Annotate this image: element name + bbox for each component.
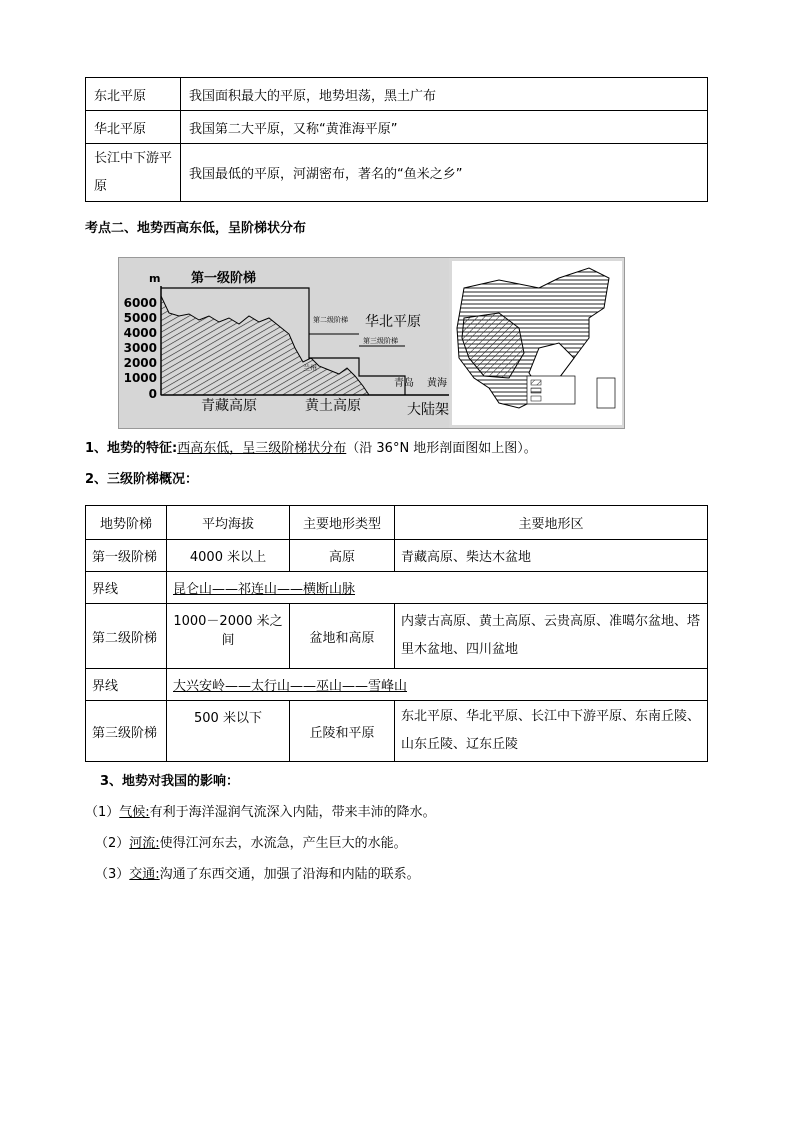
border-value — [167, 669, 708, 701]
col-header: 地势阶梯 — [86, 506, 167, 540]
terrain-profile-svg — [119, 258, 624, 428]
point1-note: （沿 36°N 地形剖面图如上图）。 — [346, 441, 537, 456]
impact-key: 河流: — [129, 836, 160, 851]
plain-desc: 我国最低的平原，河湖密布，著名的“鱼米之乡” — [181, 144, 708, 202]
impact-item — [95, 832, 407, 851]
terrain-profile-figure — [118, 257, 625, 429]
table-row — [86, 701, 708, 762]
landform-areas: 青藏高原、柴达木盆地 — [395, 540, 708, 572]
y-tick: 1000 — [123, 371, 157, 385]
impact-item — [85, 801, 436, 820]
step-name: 第一级阶梯 — [86, 540, 167, 572]
table-row — [86, 78, 708, 111]
border-label: 界线 — [86, 669, 167, 701]
landform-areas: 东北平原、华北平原、长江中下游平原、东南丘陵、山东丘陵、辽东丘陵 — [395, 701, 708, 762]
impact-text: 使得江河东去，水流急，产生巨大的水能。 — [159, 836, 407, 851]
table-header-row — [86, 506, 708, 540]
border-value-text: 昆仑山——祁连山——横断山脉 — [173, 582, 356, 597]
landform-areas: 内蒙古高原、黄土高原、云贵高原、准噶尔盆地、塔里木盆地、四川盆地 — [395, 604, 708, 669]
plain-desc: 我国面积最大的平原，地势坦荡，黑土广布 — [181, 78, 708, 111]
step-name: 第二级阶梯 — [86, 604, 167, 669]
table-row — [86, 144, 708, 202]
point1-label: 1、地势的特征: — [85, 441, 178, 456]
landform-type: 高原 — [290, 540, 395, 572]
border-value-text: 大兴安岭——太行山——巫山——雪峰山 — [173, 679, 408, 694]
plain-name: 东北平原 — [86, 78, 181, 111]
step-name: 第三级阶梯 — [86, 701, 167, 762]
plain-name: 华北平原 — [86, 111, 181, 144]
avg-altitude: 500 米以下 — [167, 701, 290, 762]
y-tick: 4000 — [123, 326, 157, 340]
impact-num: （1） — [85, 805, 120, 820]
avg-altitude: 1000－2000 米之间 — [167, 604, 290, 669]
qingdao-label: 青岛 — [394, 378, 414, 389]
point3-heading: 3、地势对我国的影响： — [100, 774, 240, 789]
step2-label: 第二级阶梯 — [313, 316, 348, 324]
huanghai-label: 黄海 — [427, 378, 447, 389]
impact-item — [95, 863, 420, 882]
y-unit-label: m — [149, 272, 161, 285]
y-tick: 6000 — [123, 296, 157, 310]
border-label: 界线 — [86, 572, 167, 604]
point2-heading: 2、三级阶梯概况： — [85, 472, 199, 487]
step1-label: 第一级阶梯 — [191, 271, 257, 286]
border-value — [167, 572, 708, 604]
table-row — [86, 540, 708, 572]
col-header: 主要地形类型 — [290, 506, 395, 540]
impact-text: 沟通了东西交通，加强了沿海和内陆的联系。 — [159, 867, 420, 882]
y-tick: 3000 — [123, 341, 157, 355]
impact-key: 交通: — [129, 867, 160, 882]
lanzhou-label: 兰州 — [303, 364, 317, 372]
y-tick: 5000 — [123, 311, 157, 325]
huangtu-label: 黄土高原 — [305, 398, 361, 414]
table-row — [86, 572, 708, 604]
point1-line — [85, 437, 537, 456]
section-heading: 考点二、地势西高东低，呈阶梯状分布 — [85, 221, 307, 236]
plain-name: 长江中下游平原 — [86, 144, 181, 202]
col-header: 平均海拔 — [167, 506, 290, 540]
y-tick: 2000 — [123, 356, 157, 370]
impact-num: （2） — [95, 836, 130, 851]
qingzang-label: 青藏高原 — [201, 398, 257, 414]
impact-key: 气候: — [119, 805, 150, 820]
table-row — [86, 604, 708, 669]
plain-desc: 我国第二大平原，又称“黄淮海平原” — [181, 111, 708, 144]
huabei-label: 华北平原 — [365, 314, 421, 330]
table-row — [86, 111, 708, 144]
step3-label: 第三级阶梯 — [363, 337, 398, 345]
plains-table — [85, 77, 708, 202]
dalujia-label: 大陆架 — [407, 402, 449, 418]
landform-type: 盆地和高原 — [290, 604, 395, 669]
landform-type: 丘陵和平原 — [290, 701, 395, 762]
point1-answer: 西高东低，呈三级阶梯状分布 — [177, 441, 347, 456]
impact-text: 有利于海洋湿润气流深入内陆，带来丰沛的降水。 — [149, 805, 436, 820]
impact-num: （3） — [95, 867, 130, 882]
table-row — [86, 669, 708, 701]
steps-table — [85, 505, 708, 762]
y-tick: 0 — [148, 387, 157, 401]
avg-altitude: 4000 米以上 — [167, 540, 290, 572]
col-header: 主要地形区 — [395, 506, 708, 540]
